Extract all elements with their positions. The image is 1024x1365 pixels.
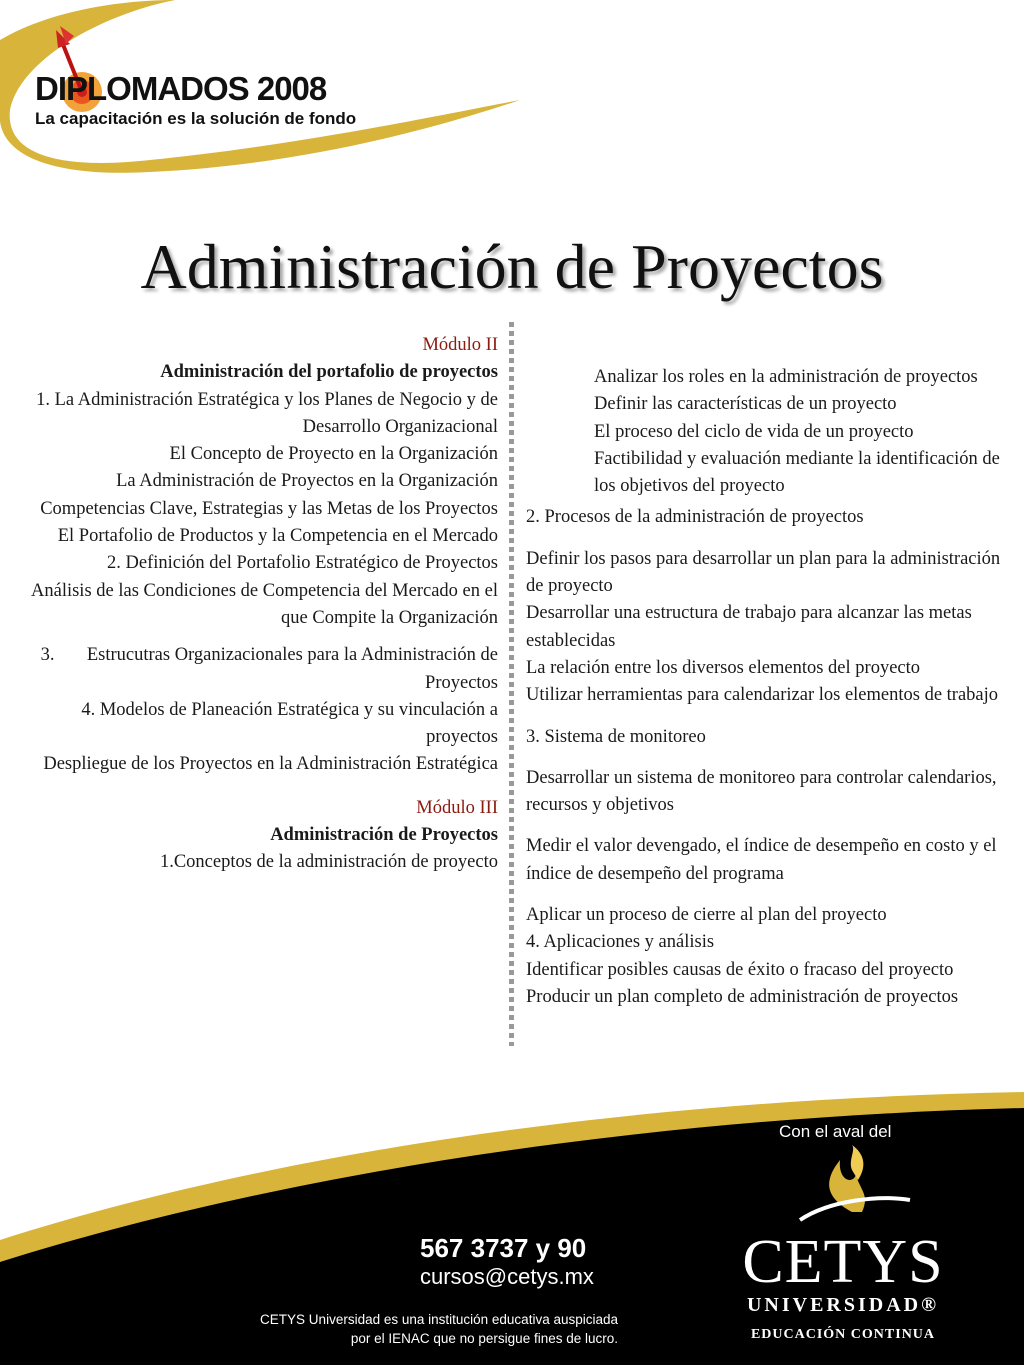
section-heading: 2. Procesos de la administración de proyectos [526, 507, 864, 528]
right-column [526, 364, 1016, 1011]
brand-title: DIPLOMADOS 2008 [35, 70, 327, 107]
logo-educacion-continua: EDUCACIÓN CONTINUA [750, 1327, 936, 1342]
list-item-3 [10, 642, 498, 697]
list-item: Análisis de las Condiciones de Competencia del Mercado en el que Compite la Organización [31, 580, 498, 628]
list-item: El Concepto de Proyecto en la Organización [169, 444, 498, 465]
list-item: Definir las características de un proyecto [594, 394, 897, 415]
list-item: Competencias Clave, Estrategias y las Metas de los Proyectos [40, 498, 498, 519]
list-item: Despliegue de los Proyectos en la Administración Estratégica [43, 754, 498, 775]
list-item: Producir un plan completo de administración de proyectos [526, 986, 959, 1007]
list-item: Aplicar un proceso de cierre al plan del proyecto [526, 905, 887, 926]
list-item: El Portafolio de Productos y la Competencia en el Mercado [57, 526, 498, 547]
module-ii-title: Administración del portafolio de proyectos [160, 362, 498, 383]
module-iii-title: Administración de Proyectos [270, 825, 498, 846]
list-item: Medir el valor devengado, el índice de desempeño en costo y el índice de desempeño del programa [526, 836, 997, 884]
list-item-3-number: 3. [40, 645, 55, 666]
list-item: Analizar los roles en la administración de proyectos [594, 367, 978, 387]
list-item-3-text: Estrucutras Organizacionales para la Administración de Proyectos [86, 645, 498, 693]
list-item: 4. Modelos de Planeación Estratégica y su vinculación a proyectos [81, 699, 498, 748]
email-address[interactable]: cursos@cetys.mx [420, 1264, 594, 1289]
list-item: 1. La Administración Estratégica y los Planes de Negocio y de Desarrollo Organizacional [36, 389, 498, 437]
module-ii-label: Módulo II [422, 335, 498, 355]
module-iii-label: Módulo III [416, 797, 498, 818]
brand-subtitle: La capacitación es la solución de fondo [35, 109, 357, 128]
list-item: Factibilidad y evaluación mediante la identificación de los objetivos del proyecto [594, 448, 1000, 497]
section-heading: 4. Aplicaciones y análisis [526, 932, 715, 953]
aval-text: Con el aval del [779, 1122, 892, 1141]
list-item: El proceso del ciclo de vida de un proyecto [594, 421, 914, 442]
list-item: Desarrollar una estructura de trabajo para alcanzar las metas establecidas [526, 603, 972, 651]
disclaimer: CETYS Universidad es una institución educativa auspiciada por el IENAC que no persigue fines de lucro. [260, 1312, 618, 1346]
list-item: La Administración de Proyectos en la Organización [116, 471, 498, 492]
logo-universidad: UNIVERSIDAD® [746, 1294, 940, 1316]
list-item: La relación entre los diversos elementos del proyecto [526, 657, 921, 678]
list-item: 2. Definición del Portafolio Estratégico de Proyectos [107, 553, 498, 574]
list-item: Desarrollar un sistema de monitoreo para controlar calendarios, recursos y objetivos [526, 767, 997, 816]
phone-number: 567 3737 y 90 [420, 1233, 587, 1263]
logo-cetys: CETYS [742, 1228, 944, 1296]
list-item: Utilizar herramientas para calendarizar los elementos de trabajo [526, 685, 999, 706]
list-item: Definir los pasos para desarrollar un plan para la administración de proyecto [526, 548, 1001, 597]
section-heading: 3. Sistema de monitoreo [526, 726, 706, 747]
list-item: 1.Conceptos de la administración de proyecto [159, 852, 498, 873]
left-column [10, 332, 498, 877]
list-item: Identificar posibles causas de éxito o fracaso del proyecto [526, 959, 954, 980]
page-title: Administración de Proyectos [140, 231, 884, 302]
column-divider [509, 322, 514, 1046]
